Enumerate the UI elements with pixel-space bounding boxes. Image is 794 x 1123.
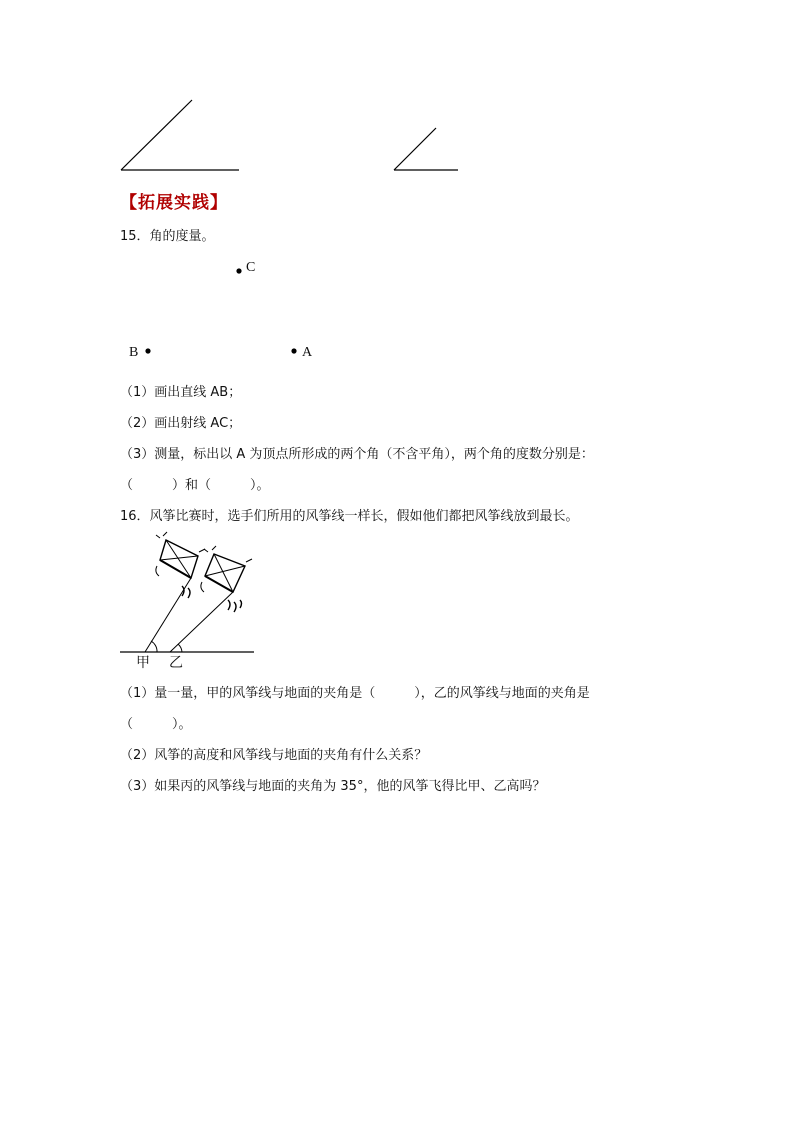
point-c-dot (236, 268, 241, 273)
point-c-label: C (246, 260, 256, 275)
question-text: 风筝比赛时，选手们所用的风筝线一样长，假如他们都把风筝线放到最长。 (149, 509, 579, 524)
point-a-dot (291, 348, 296, 353)
kite-string-yi (170, 592, 233, 652)
question-number: 15． (120, 229, 150, 244)
question-15-stem (120, 228, 215, 246)
question-16-sub1-line1: （1）量一量，甲的风筝线与地面的夹角是（ ），乙的风筝线与地面的夹角是 (120, 686, 590, 701)
point-a-label: A (302, 345, 313, 360)
question-16-stem (120, 508, 579, 526)
question-15-answer-line: （ ）和（ ）。 (120, 478, 270, 493)
label-yi: 乙 (169, 655, 183, 671)
angle-arc-jia (151, 641, 157, 652)
point-b-label: B (129, 345, 139, 360)
angle-arc-yi (178, 644, 182, 652)
section-title: 【拓展实践】 (120, 193, 228, 213)
label-jia: 甲 (136, 655, 150, 671)
question-16-sub3: （3）如果丙的风筝线与地面的夹角为 35°，他的风筝飞得比甲、乙高吗？ (120, 779, 546, 794)
angle-figure-left (121, 100, 239, 170)
question-16-sub1-line2: （ ）。 (120, 717, 192, 732)
question-15-sub3: （3）测量，标出以 A 为顶点所形成的两个角（不含平角），两个角的度数分别是： (120, 447, 594, 462)
kite-jia (156, 532, 205, 598)
question-number: 16． (120, 509, 150, 524)
question-text: 角的度量。 (149, 229, 215, 244)
kite-figure (120, 532, 254, 652)
angle-figure-right (394, 128, 458, 170)
question-15-sub2: （2）画出射线 AC； (120, 416, 242, 431)
kite-yi (201, 546, 252, 612)
question-16-sub2: （2）风筝的高度和风筝线与地面的夹角有什么关系？ (120, 748, 428, 763)
question-15-sub1: （1）画出直线 AB； (120, 385, 242, 400)
point-b-dot (145, 348, 150, 353)
